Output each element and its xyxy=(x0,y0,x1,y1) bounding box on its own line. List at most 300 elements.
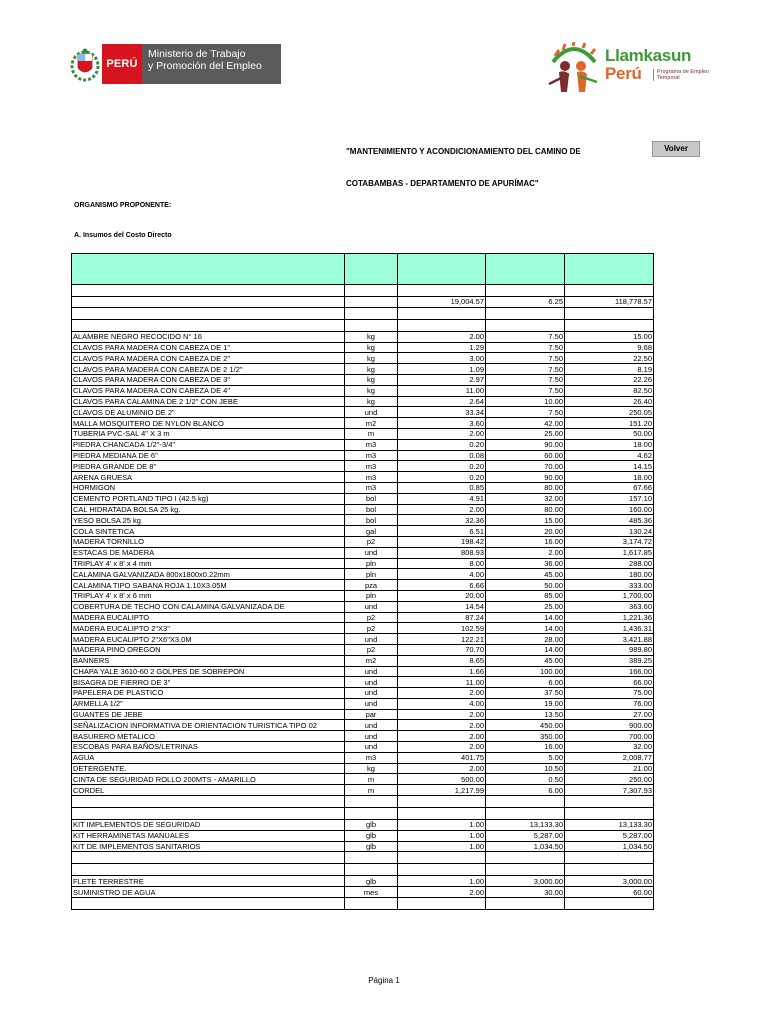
cell-unit xyxy=(345,864,398,876)
cell-unit xyxy=(345,808,398,820)
cell-unit: pln xyxy=(345,590,398,601)
cell-total: 8.19 xyxy=(565,364,654,375)
table-row xyxy=(72,752,654,763)
cell-unit: und xyxy=(345,666,398,677)
cell-unit: glb xyxy=(345,820,398,831)
table-row xyxy=(72,644,654,655)
program-tagline: Programa de Empleo Temporal xyxy=(653,69,717,81)
table-row xyxy=(72,709,654,720)
cell-description: CINTA DE SEGURIDAD ROLLO 200MTS - AMARILLO xyxy=(72,774,345,785)
table-row xyxy=(72,439,654,450)
cell-price: 6.00 xyxy=(486,785,565,796)
cell-price: 6.00 xyxy=(486,677,565,688)
cell-quantity: 2.00 xyxy=(398,688,486,699)
cell-quantity: 3.00 xyxy=(398,353,486,364)
cell-total: 166.00 xyxy=(565,666,654,677)
cell-unit: und xyxy=(345,720,398,731)
cell-description: CLAVOS PARA MADERA CON CABEZA DE 2" xyxy=(72,353,345,364)
table-row xyxy=(72,297,654,308)
cell-unit: kg xyxy=(345,374,398,385)
table-row xyxy=(72,385,654,396)
cell-quantity: 1.00 xyxy=(398,876,486,887)
cell-price: 5.00 xyxy=(486,752,565,763)
cell-total: 180.00 xyxy=(565,569,654,580)
cell-description: CLAVOS DE ALUMINIO DE 2" xyxy=(72,407,345,418)
cell-quantity: 401.75 xyxy=(398,752,486,763)
cell-unit: und xyxy=(345,407,398,418)
cell-total xyxy=(565,864,654,876)
cell-quantity xyxy=(398,319,486,331)
workers-emblem-icon xyxy=(545,42,603,98)
cell-price: 32.00 xyxy=(486,493,565,504)
cell-unit xyxy=(345,852,398,864)
cell-description: MADERA EUCALIPTO 2"X6"X3.0M xyxy=(72,634,345,645)
cell-price: 80.00 xyxy=(486,482,565,493)
table-row xyxy=(72,558,654,569)
cell-unit: glb xyxy=(345,830,398,841)
cell-quantity: 1.00 xyxy=(398,841,486,852)
table-row xyxy=(72,887,654,898)
table-row xyxy=(72,601,654,612)
cell-description: AGUA xyxy=(72,752,345,763)
cell-description: BASURERO METALICO xyxy=(72,731,345,742)
cell-price: 6.25 xyxy=(486,297,565,308)
cell-quantity: 1.00 xyxy=(398,820,486,831)
cell-total: 18.00 xyxy=(565,439,654,450)
cell-price: 15.00 xyxy=(486,515,565,526)
cell-unit: m3 xyxy=(345,439,398,450)
cell-price: 7.50 xyxy=(486,353,565,364)
cell-unit: p2 xyxy=(345,644,398,655)
section-heading: A. Insumos del Costo Directo xyxy=(74,232,172,239)
blank-row xyxy=(72,864,654,876)
cell-description xyxy=(72,852,345,864)
cell-price xyxy=(486,319,565,331)
cell-quantity: 0.85 xyxy=(398,482,486,493)
cell-total xyxy=(565,852,654,864)
table-row xyxy=(72,407,654,418)
cell-total: 118,778.57 xyxy=(565,297,654,308)
cell-unit: p2 xyxy=(345,623,398,634)
inputs-table xyxy=(71,253,654,910)
cell-total: 900.00 xyxy=(565,720,654,731)
cell-price: 28.00 xyxy=(486,634,565,645)
table-row xyxy=(72,698,654,709)
cell-description: YESO BOLSA 25 kg xyxy=(72,515,345,526)
cell-description: PIEDRA GRANDE DE 8" xyxy=(72,461,345,472)
cell-price: 7.50 xyxy=(486,374,565,385)
cell-total: 32.00 xyxy=(565,742,654,753)
table-row xyxy=(72,504,654,515)
cell-price: 50.00 xyxy=(486,580,565,591)
cell-total xyxy=(565,898,654,910)
table-row xyxy=(72,655,654,666)
cell-description: CAL HIDRATADA BOLSA 25 kg. xyxy=(72,504,345,515)
cell-price: 10.50 xyxy=(486,763,565,774)
table-row xyxy=(72,623,654,634)
table-row xyxy=(72,536,654,547)
program-name-line-1: Llamkasun xyxy=(605,46,692,65)
table-row xyxy=(72,482,654,493)
cell-description: CLAVOS PARA MADERA CON CABEZA DE 1" xyxy=(72,342,345,353)
cell-description xyxy=(72,297,345,308)
cell-total: 22.50 xyxy=(565,353,654,364)
cell-price: 5,287.00 xyxy=(486,830,565,841)
cell-description: COBERTURA DE TECHO CON CALAMINA GALVANIZADA DE xyxy=(72,601,345,612)
cell-price: 450.00 xyxy=(486,720,565,731)
cell-total: 989.80 xyxy=(565,644,654,655)
cell-description xyxy=(72,285,345,297)
cell-price: 3,000.00 xyxy=(486,876,565,887)
header-cell-quantity xyxy=(398,254,486,285)
cell-unit: m3 xyxy=(345,461,398,472)
cell-total: 363.60 xyxy=(565,601,654,612)
cell-price xyxy=(486,864,565,876)
cell-quantity: 0.20 xyxy=(398,439,486,450)
volver-button[interactable]: Volver xyxy=(652,141,700,157)
cell-price: 7.50 xyxy=(486,342,565,353)
cell-quantity xyxy=(398,307,486,319)
cell-total: 67.66 xyxy=(565,482,654,493)
cell-price xyxy=(486,307,565,319)
table-row xyxy=(72,763,654,774)
cell-description: MADERA PINO OREGON xyxy=(72,644,345,655)
cell-unit: kg xyxy=(345,763,398,774)
cell-unit: pln xyxy=(345,569,398,580)
cell-total: 75.00 xyxy=(565,688,654,699)
cell-price: 1,034.50 xyxy=(486,841,565,852)
ministry-line-1: Ministerio de Trabajo xyxy=(148,48,246,60)
cell-total: 76.00 xyxy=(565,698,654,709)
cell-total xyxy=(565,808,654,820)
cell-description: ESTACAS DE MADERA xyxy=(72,547,345,558)
program-logo xyxy=(545,42,715,98)
cell-quantity: 20.00 xyxy=(398,590,486,601)
cell-unit: und xyxy=(345,698,398,709)
cell-quantity xyxy=(398,808,486,820)
cell-quantity: 1,217.99 xyxy=(398,785,486,796)
cell-unit: p2 xyxy=(345,536,398,547)
cell-total: 1,221.36 xyxy=(565,612,654,623)
cell-total: 66.00 xyxy=(565,677,654,688)
cell-unit: m3 xyxy=(345,472,398,483)
cell-price: 13,133.30 xyxy=(486,820,565,831)
cell-quantity: 33.34 xyxy=(398,407,486,418)
cell-unit: und xyxy=(345,547,398,558)
blank-row xyxy=(72,898,654,910)
cell-total xyxy=(565,796,654,808)
cell-total: 2,008.77 xyxy=(565,752,654,763)
table-row xyxy=(72,612,654,623)
table-row xyxy=(72,547,654,558)
cell-total: 26.40 xyxy=(565,396,654,407)
table-row xyxy=(72,450,654,461)
cell-unit: kg xyxy=(345,353,398,364)
table-row xyxy=(72,590,654,601)
cell-unit: m xyxy=(345,785,398,796)
cell-total: 130.24 xyxy=(565,526,654,537)
table-row xyxy=(72,418,654,429)
cell-price: 7.50 xyxy=(486,331,565,342)
cell-total: 1,700.00 xyxy=(565,590,654,601)
cell-total: 60.00 xyxy=(565,887,654,898)
cell-unit: m xyxy=(345,774,398,785)
cell-quantity xyxy=(398,285,486,297)
cell-description: CHAPA YALE 3610-60 2 GOLPES DE SOBREPON xyxy=(72,666,345,677)
cell-unit: pln xyxy=(345,558,398,569)
cell-price: 16.00 xyxy=(486,536,565,547)
cell-quantity: 2.00 xyxy=(398,742,486,753)
government-logo xyxy=(68,44,281,84)
cell-price: 14.00 xyxy=(486,623,565,634)
inputs-table-body xyxy=(72,254,654,910)
cell-quantity: 3.60 xyxy=(398,418,486,429)
cell-quantity xyxy=(398,864,486,876)
cell-unit: und xyxy=(345,677,398,688)
cell-unit: m xyxy=(345,428,398,439)
cell-total: 1,617.85 xyxy=(565,547,654,558)
cell-unit xyxy=(345,898,398,910)
cell-quantity: 32.36 xyxy=(398,515,486,526)
cell-quantity: 1.29 xyxy=(398,342,486,353)
cell-total xyxy=(565,307,654,319)
cell-price: 19.00 xyxy=(486,698,565,709)
table-row xyxy=(72,396,654,407)
cell-description xyxy=(72,898,345,910)
cell-price: 350.00 xyxy=(486,731,565,742)
cell-description: CORDEL xyxy=(72,785,345,796)
cell-total: 50.00 xyxy=(565,428,654,439)
cell-quantity: 4.91 xyxy=(398,493,486,504)
cell-quantity: 87.24 xyxy=(398,612,486,623)
cell-total: 160.00 xyxy=(565,504,654,515)
cell-description: FLETE TERRESTRE xyxy=(72,876,345,887)
cell-price xyxy=(486,285,565,297)
cell-price: 37.50 xyxy=(486,688,565,699)
cell-quantity: 2.00 xyxy=(398,709,486,720)
cell-price: 90.00 xyxy=(486,472,565,483)
cell-total: 21.00 xyxy=(565,763,654,774)
cell-unit: m2 xyxy=(345,418,398,429)
cell-price: 7.50 xyxy=(486,385,565,396)
cell-unit: kg xyxy=(345,331,398,342)
cell-total: 18.00 xyxy=(565,472,654,483)
cell-quantity: 0.20 xyxy=(398,461,486,472)
cell-unit: gal xyxy=(345,526,398,537)
cell-description: PIEDRA MEDIANA DE 6" xyxy=(72,450,345,461)
cell-unit: und xyxy=(345,634,398,645)
cell-price: 20.00 xyxy=(486,526,565,537)
cell-description: KIT HERRAMINETAS MANUALES xyxy=(72,830,345,841)
cell-description: ALAMBRE NEGRO RECOCIDO N° 16 xyxy=(72,331,345,342)
cell-unit: kg xyxy=(345,396,398,407)
page-number: Página 1 xyxy=(368,976,400,985)
cell-unit xyxy=(345,307,398,319)
header-cell-total xyxy=(565,254,654,285)
header-cell-unit xyxy=(345,254,398,285)
table-row xyxy=(72,634,654,645)
cell-description: TRIPLAY 4' x 8' x 4 mm xyxy=(72,558,345,569)
cell-price: 90.00 xyxy=(486,439,565,450)
program-name-line-2: Perú xyxy=(605,64,642,83)
cell-quantity: 2.64 xyxy=(398,396,486,407)
cell-total: 485.36 xyxy=(565,515,654,526)
cell-quantity: 6.51 xyxy=(398,526,486,537)
cell-total xyxy=(565,285,654,297)
cell-quantity: 2.00 xyxy=(398,720,486,731)
cell-price: 25.00 xyxy=(486,601,565,612)
table-row xyxy=(72,428,654,439)
table-row xyxy=(72,688,654,699)
cell-total: 82.50 xyxy=(565,385,654,396)
cell-description: MADERA TORNILLO xyxy=(72,536,345,547)
cell-quantity xyxy=(398,852,486,864)
cell-quantity: 4.00 xyxy=(398,698,486,709)
cell-price: 0.50 xyxy=(486,774,565,785)
cell-unit: bol xyxy=(345,515,398,526)
table-row xyxy=(72,720,654,731)
table-row xyxy=(72,820,654,831)
blank-row xyxy=(72,307,654,319)
cell-total: 700.00 xyxy=(565,731,654,742)
cell-price: 7.50 xyxy=(486,407,565,418)
header-cell-price xyxy=(486,254,565,285)
cell-unit: p2 xyxy=(345,612,398,623)
cell-total: 250.05 xyxy=(565,407,654,418)
cell-unit: und xyxy=(345,731,398,742)
cell-description: TRIPLAY 4' x 8' x 6 mm xyxy=(72,590,345,601)
cell-description: KIT DE IMPLEMENTOS SANITARIOS xyxy=(72,841,345,852)
blank-row xyxy=(72,808,654,820)
cell-price: 14.00 xyxy=(486,644,565,655)
cell-quantity: 70.70 xyxy=(398,644,486,655)
cell-quantity: 6.66 xyxy=(398,580,486,591)
table-row xyxy=(72,526,654,537)
table-row xyxy=(72,472,654,483)
cell-total xyxy=(565,319,654,331)
cell-total: 15.00 xyxy=(565,331,654,342)
cell-price: 10.00 xyxy=(486,396,565,407)
cell-total: 250.00 xyxy=(565,774,654,785)
cell-total: 7,307.93 xyxy=(565,785,654,796)
cell-quantity: 0.20 xyxy=(398,472,486,483)
cell-description xyxy=(72,864,345,876)
cell-total: 3,000.00 xyxy=(565,876,654,887)
cell-price: 60.00 xyxy=(486,450,565,461)
table-row xyxy=(72,774,654,785)
cell-description: CLAVOS PARA MADERA CON CABEZA DE 3" xyxy=(72,374,345,385)
cell-price: 2.00 xyxy=(486,547,565,558)
cell-quantity xyxy=(398,898,486,910)
cell-unit: m3 xyxy=(345,450,398,461)
cell-quantity: 4.00 xyxy=(398,569,486,580)
cell-quantity: 2.00 xyxy=(398,504,486,515)
cell-description xyxy=(72,307,345,319)
cell-price: 14.00 xyxy=(486,612,565,623)
table-row xyxy=(72,493,654,504)
document-title-line-2: COTABAMBAS - DEPARTAMENTO DE APURÍMAC" xyxy=(346,179,539,188)
table-row xyxy=(72,731,654,742)
cell-description: PIEDRA CHANCADA 1/2"-3/4" xyxy=(72,439,345,450)
cell-total: 14.15 xyxy=(565,461,654,472)
cell-unit: kg xyxy=(345,342,398,353)
cell-quantity: 11.00 xyxy=(398,385,486,396)
table-header-row xyxy=(72,254,654,285)
cell-description: PAPELERA DE PLASTICO xyxy=(72,688,345,699)
cell-description: CLAVOS PARA CALAMINA DE 2 1/2" CON JEBE xyxy=(72,396,345,407)
cell-total: 333.00 xyxy=(565,580,654,591)
cell-price: 36.00 xyxy=(486,558,565,569)
cell-quantity xyxy=(398,796,486,808)
cell-price xyxy=(486,808,565,820)
cell-total: 27.00 xyxy=(565,709,654,720)
header-cell-description xyxy=(72,254,345,285)
cell-quantity: 808.93 xyxy=(398,547,486,558)
cell-unit: glb xyxy=(345,876,398,887)
cell-price: 100.00 xyxy=(486,666,565,677)
blank-row xyxy=(72,285,654,297)
table-row xyxy=(72,677,654,688)
table-row xyxy=(72,364,654,375)
cell-price xyxy=(486,796,565,808)
cell-description: TUBERIA PVC-SAL 4" X 3 m xyxy=(72,428,345,439)
cell-quantity: 1.66 xyxy=(398,666,486,677)
table-row xyxy=(72,461,654,472)
blank-row xyxy=(72,796,654,808)
cell-description: DETERGENTE. xyxy=(72,763,345,774)
cell-quantity: 1.00 xyxy=(398,830,486,841)
cell-total: 22.26 xyxy=(565,374,654,385)
cell-quantity: 2.00 xyxy=(398,331,486,342)
cell-unit: und xyxy=(345,601,398,612)
cell-description: BISAGRA DE FIERRO DE 3" xyxy=(72,677,345,688)
cell-quantity: 1.09 xyxy=(398,364,486,375)
cell-description: CLAVOS PARA MADERA CON CABEZA DE 4" xyxy=(72,385,345,396)
cell-price: 7.50 xyxy=(486,364,565,375)
document-title-line-1: "MANTENIMIENTO Y ACONDICIONAMIENTO DEL CAMINO DE xyxy=(346,147,581,156)
organismo-label: ORGANISMO PROPONENTE: xyxy=(74,202,172,209)
cell-unit: und xyxy=(345,688,398,699)
cell-total: 157.10 xyxy=(565,493,654,504)
ministry-line-2: y Promoción del Empleo xyxy=(148,60,262,72)
cell-description: ARMELLA 1/2" xyxy=(72,698,345,709)
cell-price: 45.00 xyxy=(486,655,565,666)
cell-description: SEÑALIZACION INFORMATIVA DE ORIENTACION TURISTICA TIPO 02 xyxy=(72,720,345,731)
cell-total: 288.00 xyxy=(565,558,654,569)
cell-description: MADERA EUCALIPTO 2"X3" xyxy=(72,623,345,634)
cell-quantity: 8.65 xyxy=(398,655,486,666)
cell-price xyxy=(486,898,565,910)
cell-unit: kg xyxy=(345,364,398,375)
cell-description: SUMINISTRO DE AGUA xyxy=(72,887,345,898)
cell-unit xyxy=(345,285,398,297)
cell-price: 16.00 xyxy=(486,742,565,753)
table-row xyxy=(72,342,654,353)
cell-unit xyxy=(345,297,398,308)
cell-price: 45.00 xyxy=(486,569,565,580)
cell-quantity: 8.00 xyxy=(398,558,486,569)
cell-price: 42.00 xyxy=(486,418,565,429)
blank-row xyxy=(72,319,654,331)
cell-description xyxy=(72,319,345,331)
cell-quantity: 19,004.57 xyxy=(398,297,486,308)
table-row xyxy=(72,515,654,526)
cell-price: 13.50 xyxy=(486,709,565,720)
table-row xyxy=(72,580,654,591)
cell-description: COLA SINTETICA xyxy=(72,526,345,537)
cell-total: 3,174.72 xyxy=(565,536,654,547)
cell-quantity: 102.59 xyxy=(398,623,486,634)
